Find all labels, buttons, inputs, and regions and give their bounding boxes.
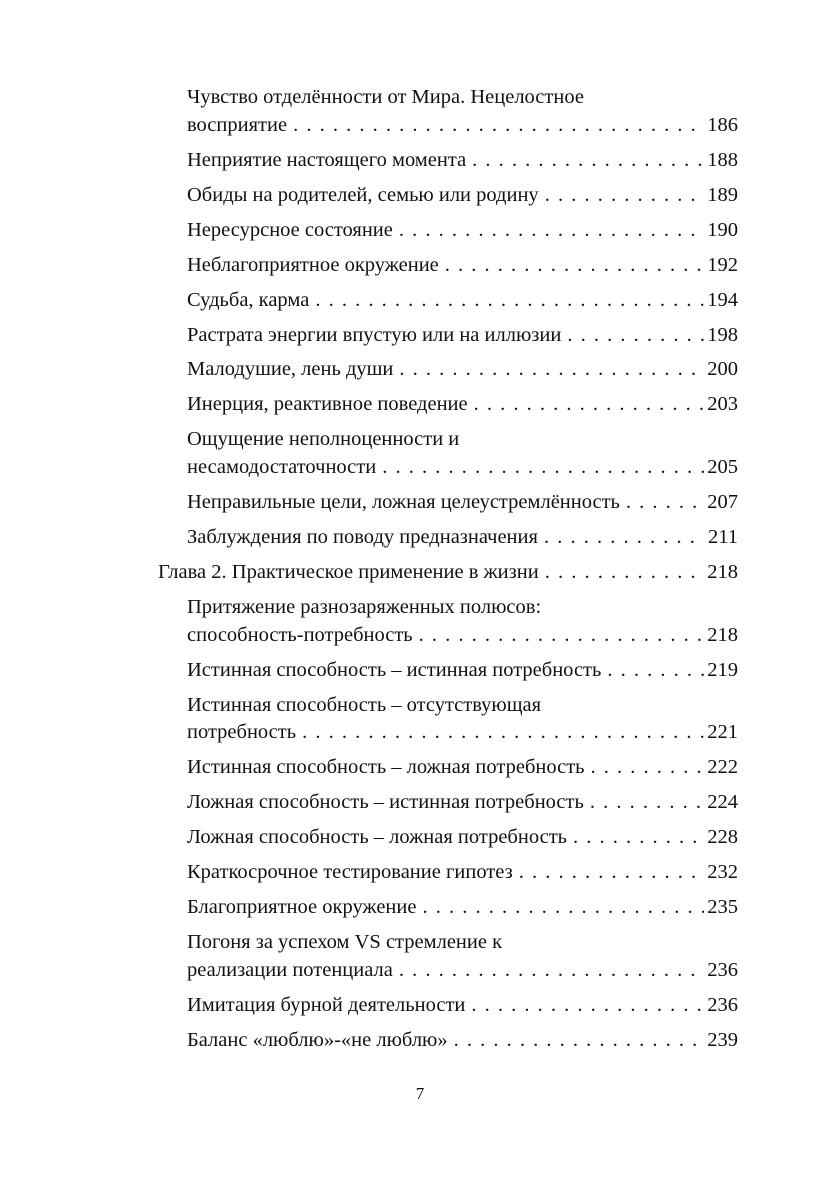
toc-entry xyxy=(187,894,738,922)
dot-leader xyxy=(601,657,704,685)
toc-entry xyxy=(187,929,738,984)
toc-entry xyxy=(187,657,738,685)
toc-entry-line xyxy=(187,754,738,782)
toc-entry-line xyxy=(187,957,738,985)
dot-leader xyxy=(584,789,704,817)
toc-entry-title: Глава 2. Практическое применение в жизни xyxy=(158,561,539,583)
toc-entry-line xyxy=(187,1027,738,1055)
dot-leader xyxy=(539,559,704,587)
dot-leader xyxy=(413,622,704,650)
toc-entry-title: Нересурсное состояние xyxy=(187,218,393,241)
dot-leader xyxy=(620,489,704,517)
toc-entry-line xyxy=(187,692,738,720)
toc-entry-line xyxy=(187,84,738,112)
toc-entry-title: Истинная способность – истинная потребность xyxy=(187,658,602,681)
toc-entry-line xyxy=(158,559,738,587)
toc-entry-title: Ощущение неполноценности и xyxy=(187,428,460,451)
toc-entry-title: Чувство отделённости от Мира. Нецелостное xyxy=(187,86,584,108)
toc-entry-title: Инерция, реактивное поведение xyxy=(187,393,468,416)
toc-entry-title: Имитация бурной деятельности xyxy=(187,993,466,1016)
toc-page-number: 236 xyxy=(707,993,738,1016)
toc-entry-line xyxy=(187,992,738,1020)
table-of-contents xyxy=(0,84,840,1062)
dot-leader xyxy=(561,322,704,350)
toc-entry xyxy=(187,992,738,1020)
toc-entry xyxy=(187,489,738,517)
toc-page-number: 198 xyxy=(707,323,738,346)
toc-entry-line xyxy=(187,622,738,650)
toc-entry xyxy=(187,84,738,139)
dot-leader xyxy=(439,252,704,280)
toc-entry-title: Ложная способность – ложная потребность xyxy=(187,826,568,849)
toc-entry-title: Истинная способность – ложная потребность xyxy=(187,756,585,779)
toc-entry-title: Ложная способность – истинная потребность xyxy=(187,791,584,814)
toc-page-number: 221 xyxy=(707,721,738,744)
toc-page-number: 205 xyxy=(707,456,738,479)
toc-entry-line xyxy=(187,426,738,454)
toc-entry-line xyxy=(187,929,738,957)
toc-entry xyxy=(187,754,738,782)
toc-entry-title: Неблагоприятное окружение xyxy=(187,253,439,276)
toc-entry xyxy=(187,287,738,315)
toc-entry xyxy=(187,524,738,552)
toc-entry xyxy=(187,824,738,852)
dot-leader xyxy=(309,287,704,315)
toc-entry-line xyxy=(187,859,738,887)
toc-page-number: 235 xyxy=(707,896,738,919)
toc-entry-title: Истинная способность – отсутствующая xyxy=(187,693,542,716)
toc-entry-line xyxy=(187,824,738,852)
toc-page-number: 203 xyxy=(707,393,738,416)
toc-entry-title: Погоня за успехом VS стремление к xyxy=(187,931,503,954)
dot-leader xyxy=(466,147,704,175)
dot-leader xyxy=(287,112,704,140)
toc-entry-line xyxy=(187,391,738,419)
toc-entry-line xyxy=(187,594,738,622)
toc-entry-line xyxy=(187,287,738,315)
toc-entry xyxy=(187,391,738,419)
toc-entry-title: Краткосрочное тестирование гипотез xyxy=(187,861,513,884)
toc-entry xyxy=(187,252,738,280)
toc-page-number: 218 xyxy=(707,561,738,583)
toc-page-number: 218 xyxy=(707,623,738,646)
toc-entry xyxy=(187,322,738,350)
dot-leader xyxy=(393,356,704,384)
dot-leader xyxy=(393,217,704,245)
dot-leader xyxy=(416,894,704,922)
toc-entry xyxy=(187,147,738,175)
toc-entry-line xyxy=(187,112,738,140)
toc-page-number: 188 xyxy=(707,148,738,171)
toc-entry xyxy=(187,859,738,887)
toc-page-number: 211 xyxy=(708,526,738,549)
toc-entry xyxy=(187,789,738,817)
toc-entry xyxy=(187,356,738,384)
dot-leader xyxy=(468,391,704,419)
toc-page-number: 219 xyxy=(707,658,738,681)
toc-page-number: 228 xyxy=(707,826,738,849)
toc-entry xyxy=(187,594,738,649)
toc-page-number: 222 xyxy=(707,756,738,779)
toc-entry-title: Судьба, карма xyxy=(187,288,310,311)
toc-entry-line xyxy=(187,322,738,350)
toc-entry-line xyxy=(187,789,738,817)
toc-entry xyxy=(187,217,738,245)
toc-entry-title: Заблуждения по поводу предназначения xyxy=(187,526,538,549)
toc-page-number: 236 xyxy=(707,958,738,981)
toc-chapter-entry xyxy=(158,559,738,587)
toc-entry-line xyxy=(187,489,738,517)
toc-entry-line xyxy=(187,524,738,552)
toc-entry-line xyxy=(187,894,738,922)
toc-entry-line xyxy=(187,454,738,482)
toc-entry-title: реализации потенциала xyxy=(187,958,393,981)
toc-entry-title: восприятие xyxy=(187,113,288,136)
toc-page-number: 200 xyxy=(707,358,738,381)
dot-leader xyxy=(376,454,704,482)
toc-entry-title: Благоприятное окружение xyxy=(187,896,417,919)
toc-page-number: 207 xyxy=(707,491,738,514)
dot-leader xyxy=(393,957,704,985)
toc-page-number: 189 xyxy=(707,183,738,206)
toc-entry-title: Малодушие, лень души xyxy=(187,358,394,381)
toc-entry-title: потребность xyxy=(187,721,297,744)
toc-entry-title: Баланс «люблю»-«не люблю» xyxy=(187,1028,448,1051)
toc-entry-title: способность-потребность xyxy=(187,623,413,646)
toc-entry-title: Неприятие настоящего момента xyxy=(187,148,467,171)
toc-entry-title: Растрата энергии впустую или на иллюзии xyxy=(187,323,562,346)
toc-entry-title: Обиды на родителей, семью или родину xyxy=(187,183,539,206)
toc-entry-line xyxy=(187,217,738,245)
toc-entry-line xyxy=(187,182,738,210)
dot-leader xyxy=(448,1027,704,1055)
toc-page-number: 224 xyxy=(707,791,738,814)
dot-leader xyxy=(296,719,704,747)
toc-page-number: 192 xyxy=(707,253,738,276)
toc-entry-line xyxy=(187,356,738,384)
dot-leader xyxy=(513,859,704,887)
dot-leader xyxy=(538,524,704,552)
toc-entry-title: Притяжение разнозаряженных полюсов: xyxy=(187,595,542,618)
toc-entry-line xyxy=(187,147,738,175)
dot-leader xyxy=(585,754,704,782)
toc-entry xyxy=(187,182,738,210)
dot-leader xyxy=(567,824,704,852)
toc-entry-title: Неправильные цели, ложная целеустремлённость xyxy=(187,491,620,514)
toc-page-number: 186 xyxy=(707,113,738,136)
dot-leader xyxy=(539,182,704,210)
toc-page-number: 194 xyxy=(707,288,738,311)
toc-entry-line xyxy=(187,719,738,747)
toc-entry xyxy=(187,1027,738,1055)
dot-leader xyxy=(465,992,704,1020)
toc-page-number: 190 xyxy=(707,218,738,241)
toc-entry-title: несамодостаточности xyxy=(187,456,377,479)
toc-entry-line xyxy=(187,657,738,685)
toc-entry xyxy=(187,692,738,747)
toc-entry xyxy=(187,426,738,481)
toc-page-number: 232 xyxy=(707,861,738,884)
page-number: 7 xyxy=(415,1084,425,1103)
toc-entry-line xyxy=(187,252,738,280)
toc-page-number: 239 xyxy=(707,1028,738,1051)
